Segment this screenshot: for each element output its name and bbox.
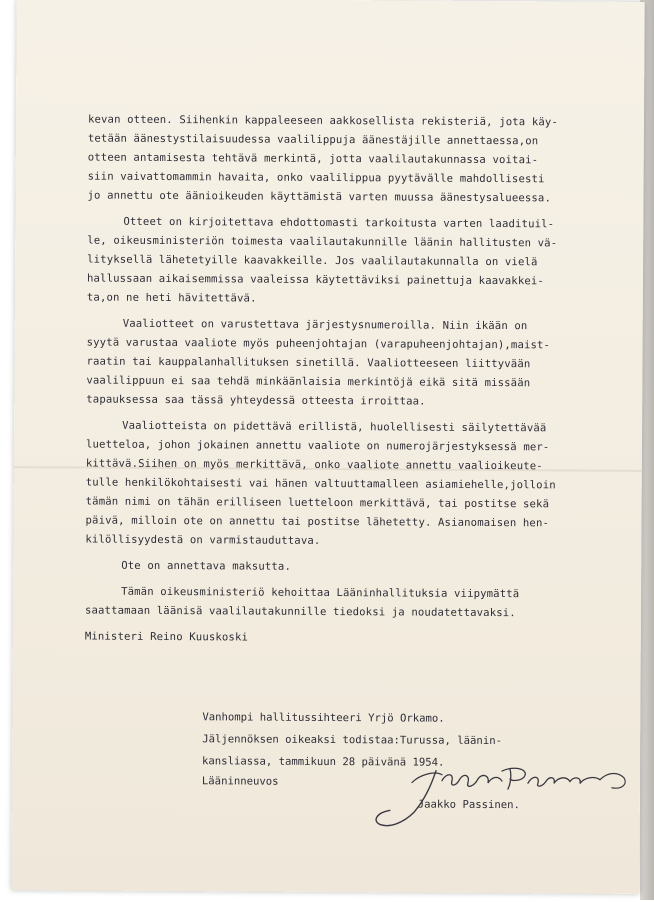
- handwritten-signature: [342, 762, 632, 838]
- document-page: [11, 0, 644, 894]
- text-line: siin vaivattomammin havaita, onko vaalilippua pyytävälle mahdollisesti: [87, 170, 545, 186]
- signer-name: Jaakko Passinen.: [417, 798, 520, 812]
- text-line: tämän nimi on tähän erilliseen luetteloon merkittävä, tai postitse sekä: [85, 495, 550, 511]
- certification-line-2: kansliassa, tammikuun 28 päivänä 1954.: [202, 755, 445, 769]
- text-line: jo annettu ote äänioikeuden käyttämistä varten muussa äänestysalueessa.: [87, 189, 552, 205]
- text-line: Vaaliotteet on varustettava järjestysnumeroilla. Niin ikään on: [122, 317, 528, 333]
- text-line: Tämän oikeusministeriö kehoittaa Lääninhallituksia viipymättä: [121, 585, 520, 601]
- text-line: kittävä.Siihen on myös merkittävä, onko vaaliote annettu vaalioikeute-: [85, 457, 543, 473]
- signer-title: Lääninneuvos: [201, 775, 279, 788]
- text-line: tetään äänestystilaisuudessa vaalilippuja äänestäjille annettaessa,on: [87, 132, 539, 148]
- text-line: syytä varustaa vaaliote myös puheenjohtajan (varapuheenjohtajan),maist-: [86, 336, 551, 352]
- certification-line-1: Jäljennöksen oikeaksi todistaa:Turussa, läänin-: [202, 733, 503, 748]
- text-line: otteen antamisesta tehtävä merkintä, jotta vaalilautakunnassa voitai-: [87, 151, 539, 167]
- text-line: raatin tai kauppalanhallituksen sinetillä. Vaaliotteeseen liittyvään: [86, 355, 531, 371]
- text-line: le, oikeusministeriön toimesta vaalilautakunnille läänin hallitusten vä-: [87, 234, 558, 250]
- secretary-line: Vanhompi hallitussihteeri Yrjö Orkamo.: [202, 711, 445, 725]
- text-line: lityksellä lähetetyille kaavakkeille. Jos vaalilautakunnalla on vielä: [87, 253, 538, 269]
- text-line: päivä, milloin ote on annettu tai postitse lähetetty. Asianomaisen hen-: [85, 514, 550, 530]
- text-line: ta,on ne heti hävitettävä.: [86, 291, 257, 305]
- text-line: kilöllisyydestä on varmistauduttava.: [85, 533, 321, 547]
- text-line: vaalilippuun ei saa tehdä minkäänlaisia merkintöjä eikä sitä missään: [86, 374, 531, 390]
- letter-body: [85, 111, 636, 650]
- text-line: saattamaan läänisä vaalilautakunnille tiedoksi ja noudatettavaksi.: [84, 604, 516, 620]
- text-line: Ote on annettava maksutta.: [121, 559, 292, 573]
- text-line: Otteet on kirjoitettava ehdottomasti tarkoitusta varten laadituil-: [123, 215, 555, 231]
- text-line: Ministeri Reino Kuuskoski: [84, 630, 249, 644]
- text-line: Vaaliotteista on pidettävä erillistä, huolellisesti säilytettävää: [122, 419, 547, 435]
- text-line: tulle henkilökohtaisesti vai hänen valtuuttamalleen asiamiehelle,jolloin: [85, 476, 556, 492]
- text-line: kevan otteen. Siihenkin kappaleeseen aakkosellista rekisteriä, jota käy-: [87, 113, 559, 129]
- text-line: luetteloa, johon jokainen annettu vaaliote on numerojärjestyksessä mer-: [85, 438, 550, 454]
- text-line: tapauksessa saa tässä yhteydessä otteesta irroittaa.: [86, 393, 426, 408]
- text-line: hallussaan aikaisemmissa vaaleissa käytettäviksi painettuja kaavakkei-: [86, 272, 545, 288]
